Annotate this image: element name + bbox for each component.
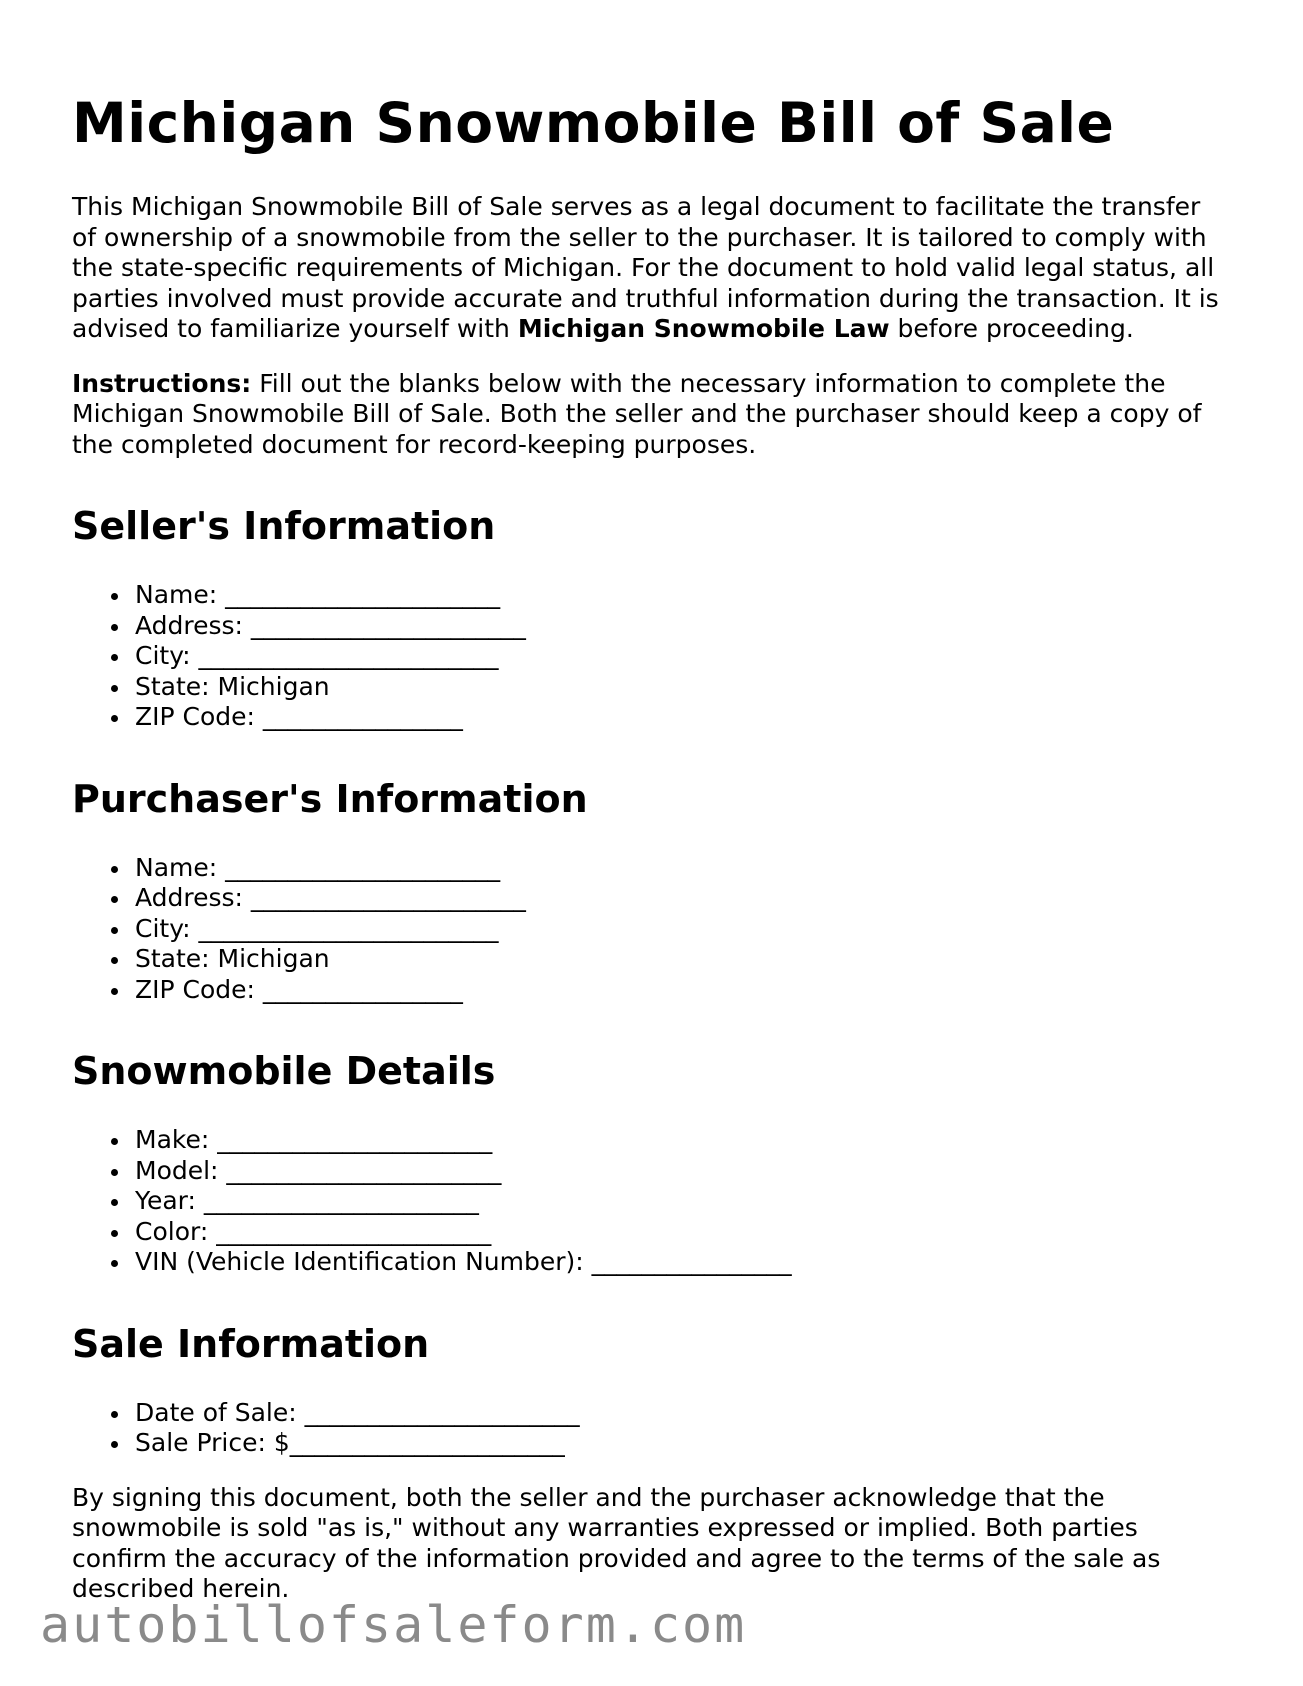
instructions-text: Fill out the blanks below with the necessary information to complete the Michigan Snowmobile Bill of Sale. Both the seller and the purchaser should keep a copy of the completed document for record-keeping purposes. xyxy=(72,368,1202,459)
snowmobile-field-list xyxy=(72,1125,1232,1278)
seller-address-field[interactable]: Address: ______________________ xyxy=(135,611,1232,642)
purchaser-heading: Purchaser's Information xyxy=(72,776,588,821)
purchaser-state-field: State: Michigan xyxy=(135,944,1232,975)
seller-zip-field[interactable]: ZIP Code: ________________ xyxy=(135,702,1232,733)
sale-heading: Sale Information xyxy=(72,1321,430,1366)
law-reference: Michigan Snowmobile Law xyxy=(517,314,890,343)
page-title: Michigan Snowmobile Bill of Sale xyxy=(72,91,1115,155)
purchaser-name-field[interactable]: Name: ______________________ xyxy=(135,853,1232,884)
instructions-label: Instructions: xyxy=(72,368,252,398)
snowmobile-vin-field[interactable]: VIN (Vehicle Identification Number): ________________ xyxy=(135,1247,1232,1278)
purchaser-address-field[interactable]: Address: ______________________ xyxy=(135,883,1232,914)
snowmobile-make-field[interactable]: Make: ______________________ xyxy=(135,1125,1232,1156)
snowmobile-heading: Snowmobile Details xyxy=(72,1049,496,1093)
snowmobile-model-field[interactable]: Model: ______________________ xyxy=(135,1156,1232,1187)
seller-state-field: State: Michigan xyxy=(135,672,1232,703)
sale-field-list xyxy=(72,1398,1232,1459)
sale-price-field[interactable]: Sale Price: $______________________ xyxy=(135,1428,1232,1459)
seller-field-list xyxy=(72,580,1232,733)
sale-date-field[interactable]: Date of Sale: ______________________ xyxy=(135,1398,1232,1429)
seller-city-field[interactable]: City: ________________________ xyxy=(135,641,1232,672)
document-page xyxy=(72,0,1232,1605)
intro-text-end: before proceeding. xyxy=(889,314,1134,343)
site-watermark: autobillofsaleform.com xyxy=(40,1596,747,1654)
purchaser-field-list xyxy=(72,853,1232,1006)
purchaser-city-field[interactable]: City: ________________________ xyxy=(135,914,1232,945)
seller-name-field[interactable]: Name: ______________________ xyxy=(135,580,1232,611)
seller-heading: Seller's Information xyxy=(72,504,496,548)
purchaser-zip-field[interactable]: ZIP Code: ________________ xyxy=(135,975,1232,1006)
snowmobile-year-field[interactable]: Year: ______________________ xyxy=(135,1186,1232,1217)
intro-text: This Michigan Snowmobile Bill of Sale serves as a legal document to facilitate the transfer of ownership of a snowmobile from the seller to the purchaser. It is tailored to comply with the state-specific requirements of Michigan. For the document to hold valid legal status, all parties involved must provide accurate and truthful information during the transaction. It is advised to familiarize yourself with xyxy=(72,192,1219,343)
snowmobile-color-field[interactable]: Color: ______________________ xyxy=(135,1217,1232,1248)
intro-paragraph xyxy=(72,192,1232,345)
closing-paragraph: By signing this document, both the seller and the purchaser acknowledge that the snowmobile is sold "as is," without any warranties expressed or implied. Both parties confirm the accuracy of the information provided and agree to the terms of the sale as described herein. xyxy=(72,1482,1161,1603)
instructions-paragraph xyxy=(72,369,1232,461)
